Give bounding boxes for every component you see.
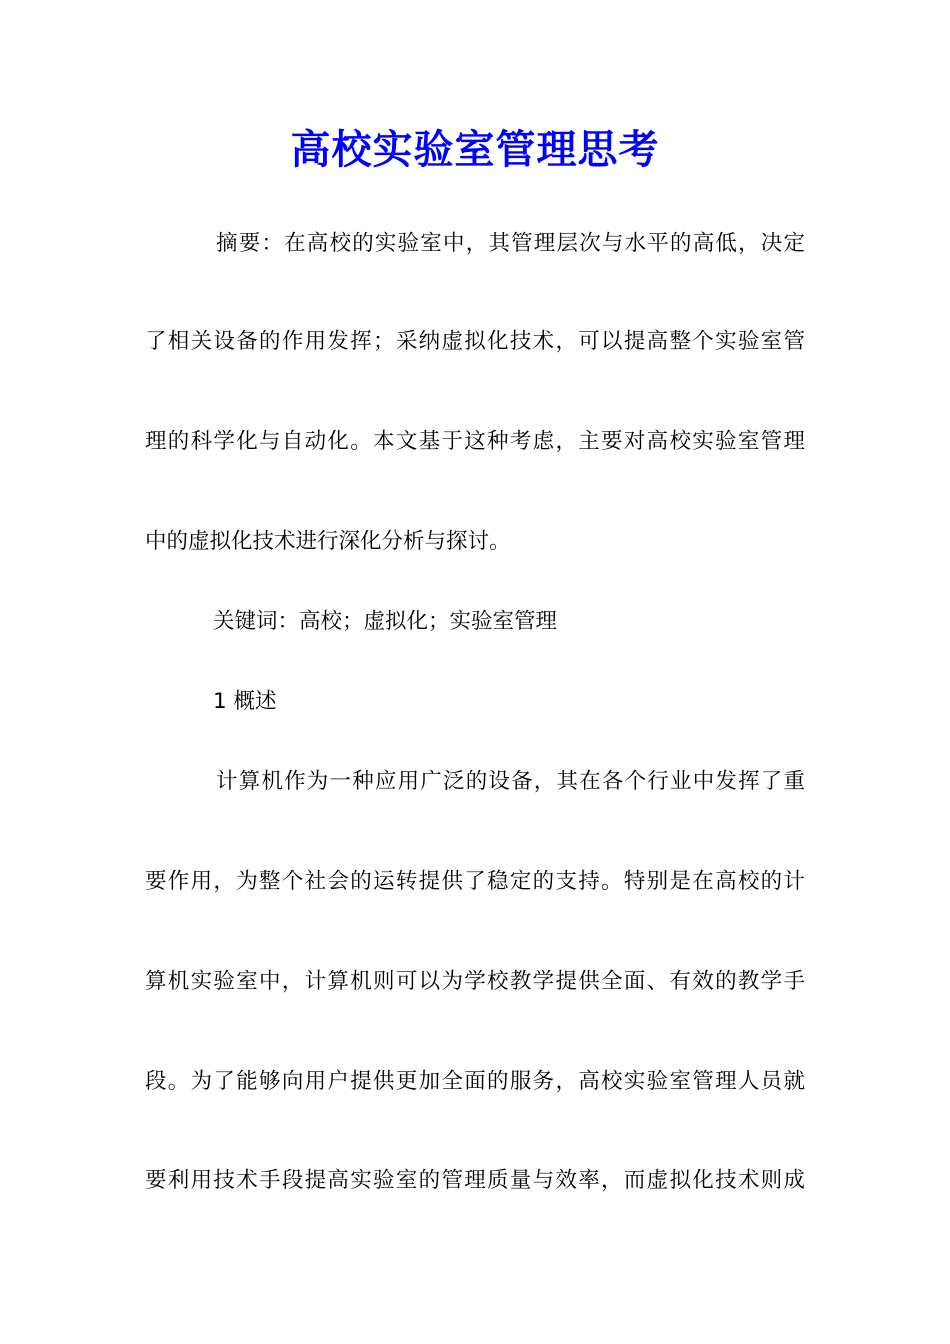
section-heading: 1 概述 <box>213 689 277 714</box>
body-line-2: 要作用，为整个社会的运转提供了稳定的支持。特别是在高校的计 <box>145 869 805 894</box>
abstract-line-2: 了相关设备的作用发挥；采纳虚拟化技术，可以提高整个实验室管 <box>145 329 805 354</box>
body-line-3: 算机实验室中，计算机则可以为学校教学提供全面、有效的教学手 <box>145 969 805 994</box>
abstract-line-4: 中的虚拟化技术进行深化分析与探讨。 <box>145 529 511 554</box>
document-title: 高校实验室管理思考 <box>290 126 660 173</box>
keywords-line: 关键词：高校；虚拟化；实验室管理 <box>213 609 558 634</box>
abstract-line-1: 摘要：在高校的实验室中，其管理层次与水平的高低，决定 <box>216 231 805 256</box>
body-line-5: 要利用技术手段提高实验室的管理质量与效率，而虚拟化技术则成 <box>145 1168 805 1193</box>
abstract-line-3: 理的科学化与自动化。本文基于这种考虑，主要对高校实验室管理 <box>145 429 805 454</box>
body-line-1: 计算机作为一种应用广泛的设备，其在各个行业中发挥了重 <box>216 769 805 794</box>
body-line-4: 段。为了能够向用户提供更加全面的服务，高校实验室管理人员就 <box>145 1069 805 1094</box>
